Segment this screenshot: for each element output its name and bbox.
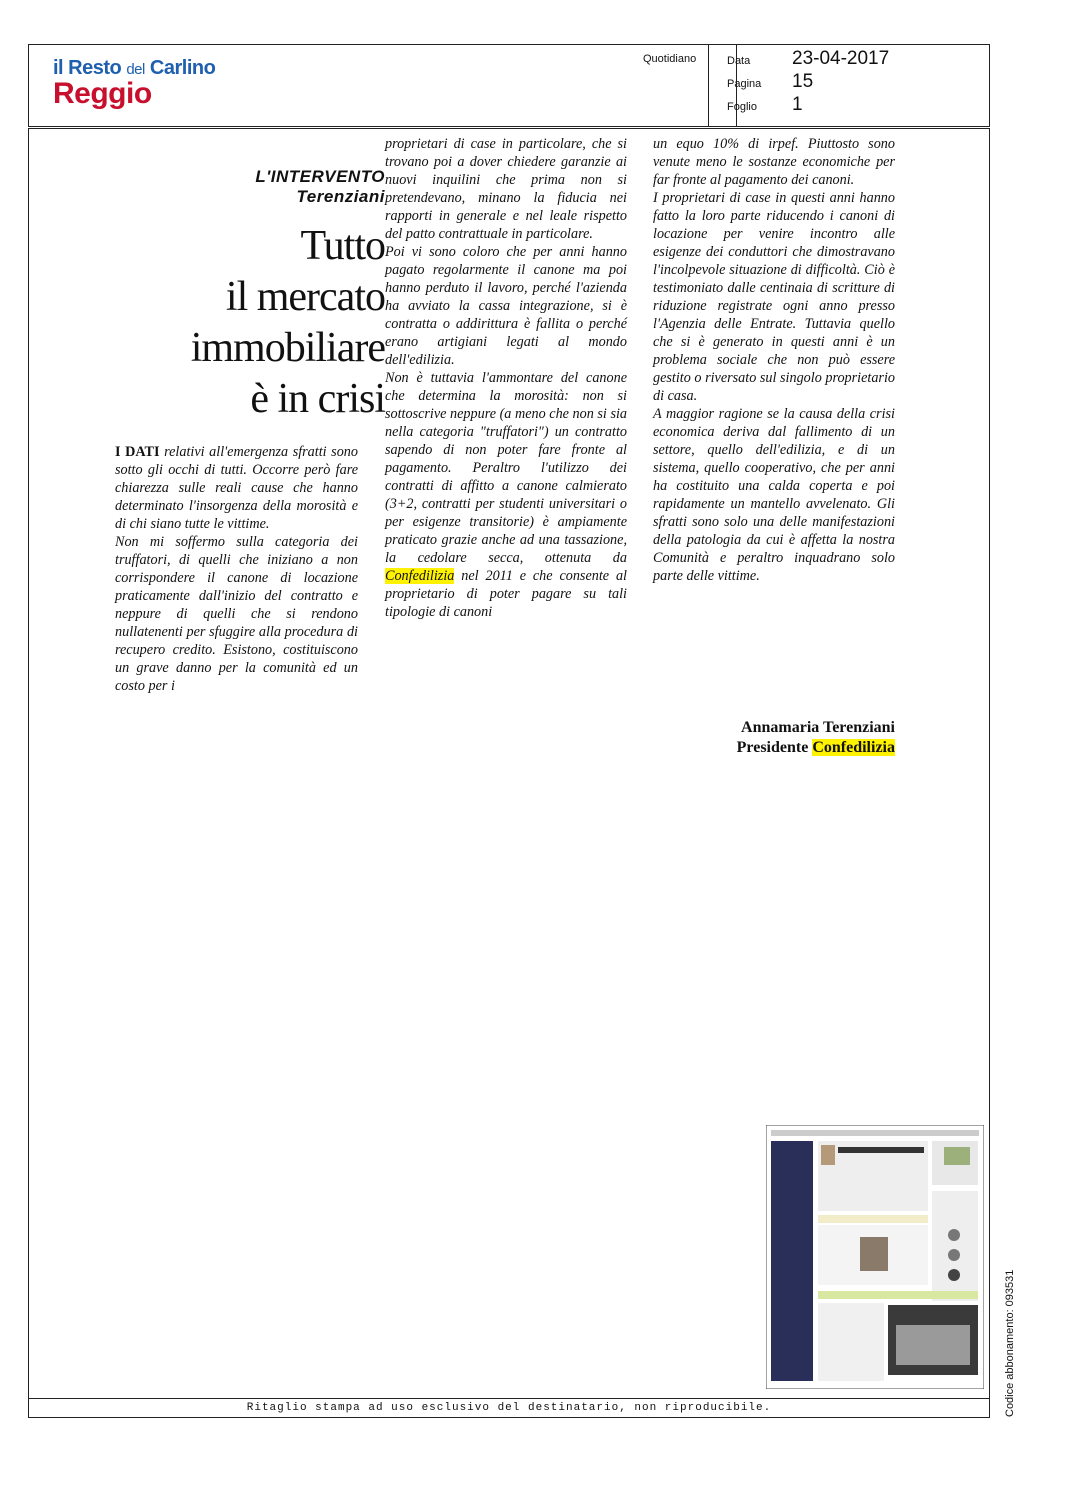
paragraph: Poi vi sono coloro che per anni hanno pagato regolarmente il canone ma poi hanno perduto il lavoro, perché l'azienda ha avviato la cassa integrazione, si è contratta o addirittura è fallita o perché erano artigiani legati al mondo dell'edilizia. [385, 244, 627, 368]
header-box [28, 44, 990, 127]
headline-line: Tutto [300, 223, 385, 269]
article-column-3 [653, 135, 895, 585]
headline-line: immobiliare [190, 325, 385, 371]
paragraph: A maggior ragione se la causa della crisi economica deriva dal fallimento di un settore, quello dell'edilizia, e di un sistema, quello cooperativo, che per anni ha costituito una calda coperta e poi rapidamente un mantello avvelenato. Gli sfratti sono solo una delle manifestazioni della patologia da cui è affetta la nostra Comunità e peraltro inquadrano solo parte delle vittime. [653, 406, 895, 584]
headline-line: è in crisi [250, 376, 385, 422]
signature-role: Presidente [736, 739, 809, 756]
subscription-code: Codice abbonamento: 093531 [1004, 1269, 1016, 1417]
paragraph: proprietari di case in particolare, che si trovano poi a dover chiedere garanzie ai nuovi inquilini che prima non si pretendevano, minano la fiducia nei rapporti in generale e nel leale rispetto del patto contrattuale in particolare. [385, 136, 627, 242]
foglio-label: Foglio [727, 101, 757, 113]
paragraph: Non è tuttavia l'ammontare del canone che determina la morosità: non si sottoscrive neppure (a meno che non si sia nella categoria "truffatori") un contratto sapendo di non poter fare fronte al pagamento. Peraltro l'utilizzo dei contratti di affitto a canone calmierato (3+2, contratti per studenti universitari o per esigenze transitorie) è ampiamente praticato grazie anche ad una tassazione, la cedolare secca, ottenuta da [385, 370, 627, 566]
article-lead: I DATI [115, 444, 160, 460]
data-label: Data [727, 55, 751, 67]
article-clipping [28, 128, 990, 1418]
article-kicker: L'INTERVENTO [255, 167, 385, 186]
page-thumbnail [766, 1125, 984, 1389]
logo-line1-b: del [126, 61, 145, 78]
logo-line1-a: il Resto [53, 57, 122, 79]
foglio-value: 1 [792, 94, 803, 115]
newspaper-logo [53, 57, 215, 108]
article-signature [593, 718, 895, 758]
article-column-2 [385, 135, 627, 621]
footer-notice: Ritaglio stampa ad uso esclusivo del destinatario, non riproducibile. [246, 1402, 772, 1414]
paragraph: relativi all'emergenza sfratti sono sotto gli occhi di tutti. Occorre però fare chiarezza sulle reali cause che hanno determinato l'insorgenza della morosità e di chi siano tutte le vittime. [115, 444, 358, 532]
paragraph: un equo 10% di irpef. Piuttosto sono venute meno le sostanze economiche per far fronte al pagamento dei canoni. [653, 136, 895, 188]
highlighted-term: Confedilizia [385, 568, 455, 584]
pagina-value: 15 [792, 71, 814, 92]
article-headline [129, 221, 385, 425]
paragraph: Non mi soffermo sulla categoria dei truffatori, di quelli che iniziano a non corrispondere il canone di locazione praticamente dall'inizio del contratto e neppure di quelli che si rendono nullatenenti per sfuggire alla procedura di recupero credito. Esistono, costituiscono un grave danno per la comunità ed un costo per i [115, 534, 358, 694]
article-kicker-author: Terenziani [296, 187, 385, 206]
signature-name: Annamaria Terenziani [741, 719, 895, 736]
paragraph: I proprietari di case in questi anni hanno fatto la loro parte riducendo i canoni di locazione per venire incontro alle esigenze dei conduttori che dimostravano l'incolpevole situazione di difficoltà. Ciò è testimoniato dalle centinaia di scritture di riduzione registrate ogni anno presso l'Agenzia delle Entrate. Tuttavia quello che si è generato in questi anni è un problema sociale che non può essere gestito o riversato sul singolo proprietario di casa. [653, 190, 895, 404]
header-divider [708, 45, 709, 126]
logo-line1-c: Carlino [149, 57, 216, 79]
paragraph-end: nel 2011 e che consente al proprietario di poter pagare su tali tipologie di canoni [385, 568, 628, 620]
article-column-1 [115, 443, 358, 695]
publication-type: Quotidiano [643, 53, 697, 65]
logo-line2: Reggio [53, 77, 152, 110]
signature-org: Confedilizia [812, 739, 895, 756]
pagina-label: Pagina [727, 78, 762, 90]
data-value: 23-04-2017 [792, 48, 890, 69]
headline-line: il mercato [225, 274, 385, 320]
